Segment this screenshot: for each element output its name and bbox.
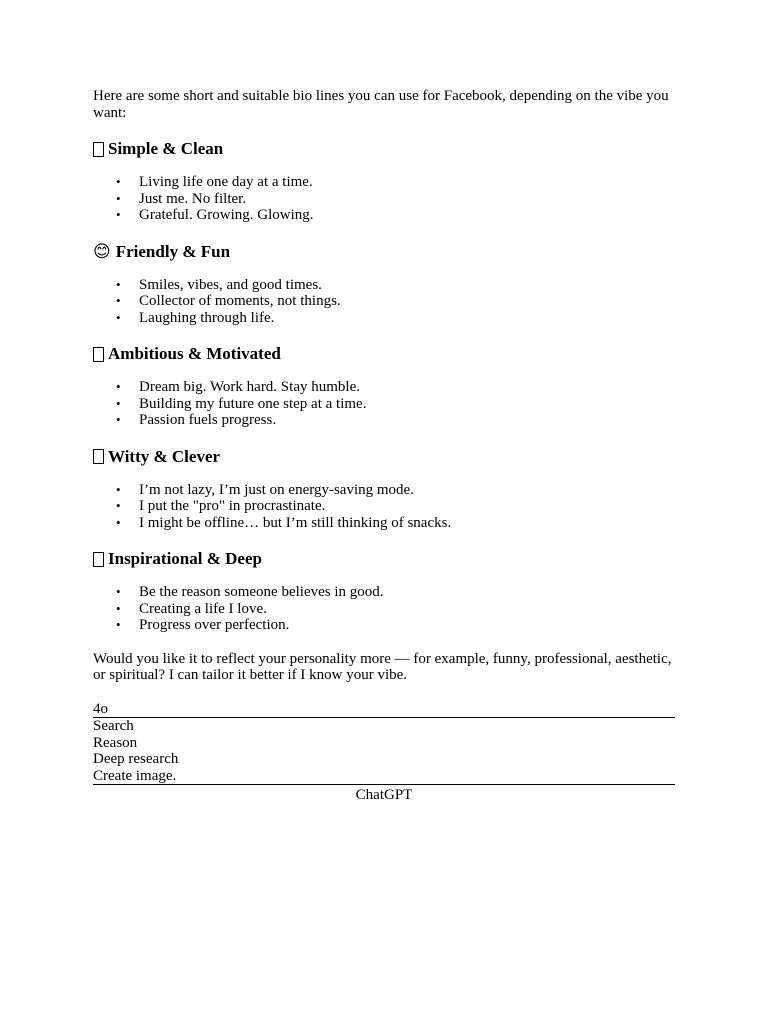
bio-list [93,482,675,532]
bio-item: • Building my future one step at a time. [139,396,675,413]
bio-item: • I’m not lazy, I’m just on energy-saving mode. [139,482,675,499]
section-heading [93,549,675,569]
bio-list [93,584,675,634]
bio-item: • Smiles, vibes, and good times. [139,277,675,294]
composer-toolbar [93,701,675,804]
section-inspirational-deep [93,549,675,634]
section-heading [93,344,675,364]
bio-item: • Just me. No filter. [139,191,675,208]
bio-item: • Living life one day at a time. [139,174,675,191]
bio-list [93,379,675,429]
section-title: Ambitious & Motivated [108,344,281,363]
bio-item: • Grateful. Growing. Glowing. [139,207,675,224]
section-witty-clever [93,447,675,532]
model-selector[interactable]: 4o [93,701,675,719]
intro-text: Here are some short and suitable bio lines you can use for Facebook, depending on the vibe you want: [93,88,669,121]
create-image-tool-button[interactable]: Create image. [93,767,177,784]
section-heading [93,139,675,159]
footer-brand: ChatGPT [355,787,413,803]
bio-item: • Creating a life I love. [139,601,675,618]
response-document [93,88,675,804]
section-title: Simple & Clean [108,139,224,158]
missing-glyph-icon [93,449,104,464]
bio-item: • Passion fuels progress. [139,412,675,429]
search-tool-button[interactable]: Search [93,718,134,734]
closing-question: Would you like it to reflect your personality more — for example, funny, professional, aesthetic, or spiritual? I can tailor it better if I know your vibe. [93,650,672,683]
missing-glyph-icon [93,552,104,567]
tool-options [93,718,675,785]
bio-item: • Laughing through life. [139,310,675,327]
bio-sections [93,139,675,634]
section-ambitious-motivated [93,344,675,429]
reason-tool-button[interactable]: Reason [93,734,138,751]
bio-item: • I put the "pro" in procrastinate. [139,498,675,515]
section-title: Inspirational & Deep [108,549,262,568]
section-title: Witty & Clever [108,446,221,466]
section-heading [93,242,675,262]
section-friendly-fun [93,242,675,327]
bio-item: • Be the reason someone believes in good. [139,584,675,601]
deep-research-tool-button[interactable]: Deep research [93,751,179,767]
missing-glyph-icon [93,142,104,157]
bio-list [93,174,675,224]
bio-item: • Progress over perfection. [139,617,675,634]
missing-glyph-icon [93,347,104,362]
section-simple-clean [93,139,675,224]
section-heading [93,447,675,467]
smiling-face-icon: 😊 [93,241,111,262]
bio-item: • I might be offline… but I’m still thinking of snacks. [139,515,675,532]
bio-item: • Dream big. Work hard. Stay humble. [139,379,675,396]
bio-item: • Collector of moments, not things. [139,293,675,310]
bio-list [93,277,675,327]
section-title: Friendly & Fun [115,241,231,261]
